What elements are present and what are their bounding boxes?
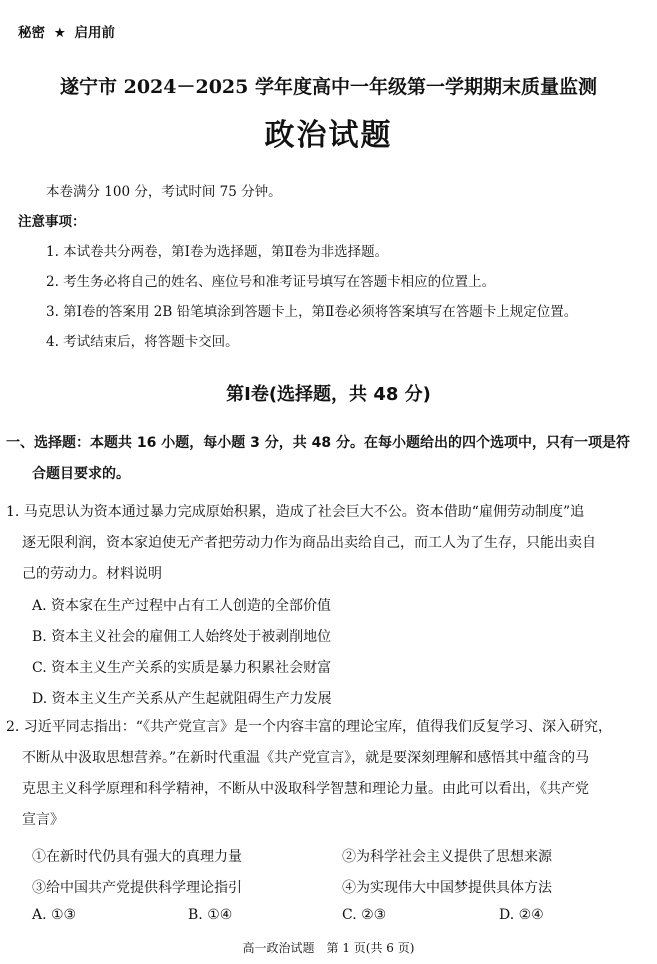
q1-option-b: B. 资本主义社会的雇佣工人始终处于被剥削地位	[32, 629, 332, 645]
note-item: 1. 本试卷共分两卷，第Ⅰ卷为选择题，第Ⅱ卷为非选择题。	[46, 244, 389, 260]
q2-statement-1: ①在新时代仍具有强大的真理力量	[32, 849, 242, 865]
exam-title: 遂宁市 2024－2025 学年度高中一年级第一学期期末质量监测	[60, 76, 597, 98]
q1-option-c: C. 资本主义生产关系的实质是暴力积累社会财富	[32, 660, 332, 676]
page-footer: 高一政治试题 第 1 页(共 6 页)	[242, 941, 415, 955]
question-2	[6, 712, 646, 836]
question-text-line: 1. 马克思认为资本通过暴力完成原始积累，造成了社会巨大不公。资本借助“雇佣劳动制度”追	[6, 504, 585, 520]
star-icon: ★	[53, 25, 66, 41]
subject-title: 政治试题	[264, 118, 393, 153]
question-1	[6, 497, 646, 590]
q2-option-b: B. ①④	[188, 907, 233, 923]
q2-statement-2: ②为科学社会主义提供了思想来源	[342, 849, 552, 865]
confidential-label: 秘密	[18, 25, 45, 41]
q2-option-a: A. ①③	[32, 907, 77, 923]
section-instructions	[6, 428, 646, 490]
q1-option-d: D. 资本主义生产关系从产生起就阻碍生产力发展	[32, 691, 332, 707]
before-use-label: 启用前	[74, 25, 116, 41]
q2-option-d: D. ②④	[499, 907, 544, 923]
question-text-line: 逐无限利润，资本家迫使无产者把劳动力作为商品出卖给自己，而工人为了生存，只能出卖自	[22, 535, 596, 551]
question-text-line: 己的劳动力。材料说明	[22, 566, 162, 582]
confidential-header	[18, 21, 115, 41]
q1-option-a: A. 资本家在生产过程中占有工人创造的全部价值	[32, 598, 332, 614]
question-text-line: 不断从中汲取思想营养。”在新时代重温《共产党宣言》，就是要深刻理解和感悟其中蕴含的马	[22, 750, 590, 766]
notes-heading: 注意事项：	[18, 214, 86, 230]
q2-statement-3: ③给中国共产党提供科学理论指引	[32, 880, 242, 896]
section-title: 第Ⅰ卷(选择题，共 48 分)	[226, 384, 431, 405]
instruction-line: 合题目要求的。	[32, 466, 130, 482]
question-text-line: 2. 习近平同志指出：“《共产党宣言》是一个内容丰富的理论宝库，值得我们反复学习、深入研究，	[6, 719, 612, 735]
note-item: 2. 考生务必将自己的姓名、座位号和准考证号填写在答题卡相应的位置上。	[46, 274, 496, 290]
question-text-line: 宣言》	[22, 812, 64, 828]
q2-statement-4: ④为实现伟大中国梦提供具体方法	[342, 880, 552, 896]
note-item: 3. 第Ⅰ卷的答案用 2B 铅笔填涂到答题卡上，第Ⅱ卷必须将答案填写在答题卡上规定位置。	[46, 304, 578, 320]
q2-option-c: C. ②③	[342, 907, 387, 923]
question-text-line: 克思主义科学原理和科学精神，不断从中汲取科学智慧和理论力量。由此可以看出，《共产党	[22, 781, 589, 797]
instruction-line: 一、选择题：本题共 16 小题，每小题 3 分，共 48 分。在每小题给出的四个选项中，只有一项是符	[6, 435, 630, 451]
note-item: 4. 考试结束后，将答题卡交回。	[46, 334, 239, 350]
exam-info: 本卷满分 100 分，考试时间 75 分钟。	[46, 184, 282, 200]
